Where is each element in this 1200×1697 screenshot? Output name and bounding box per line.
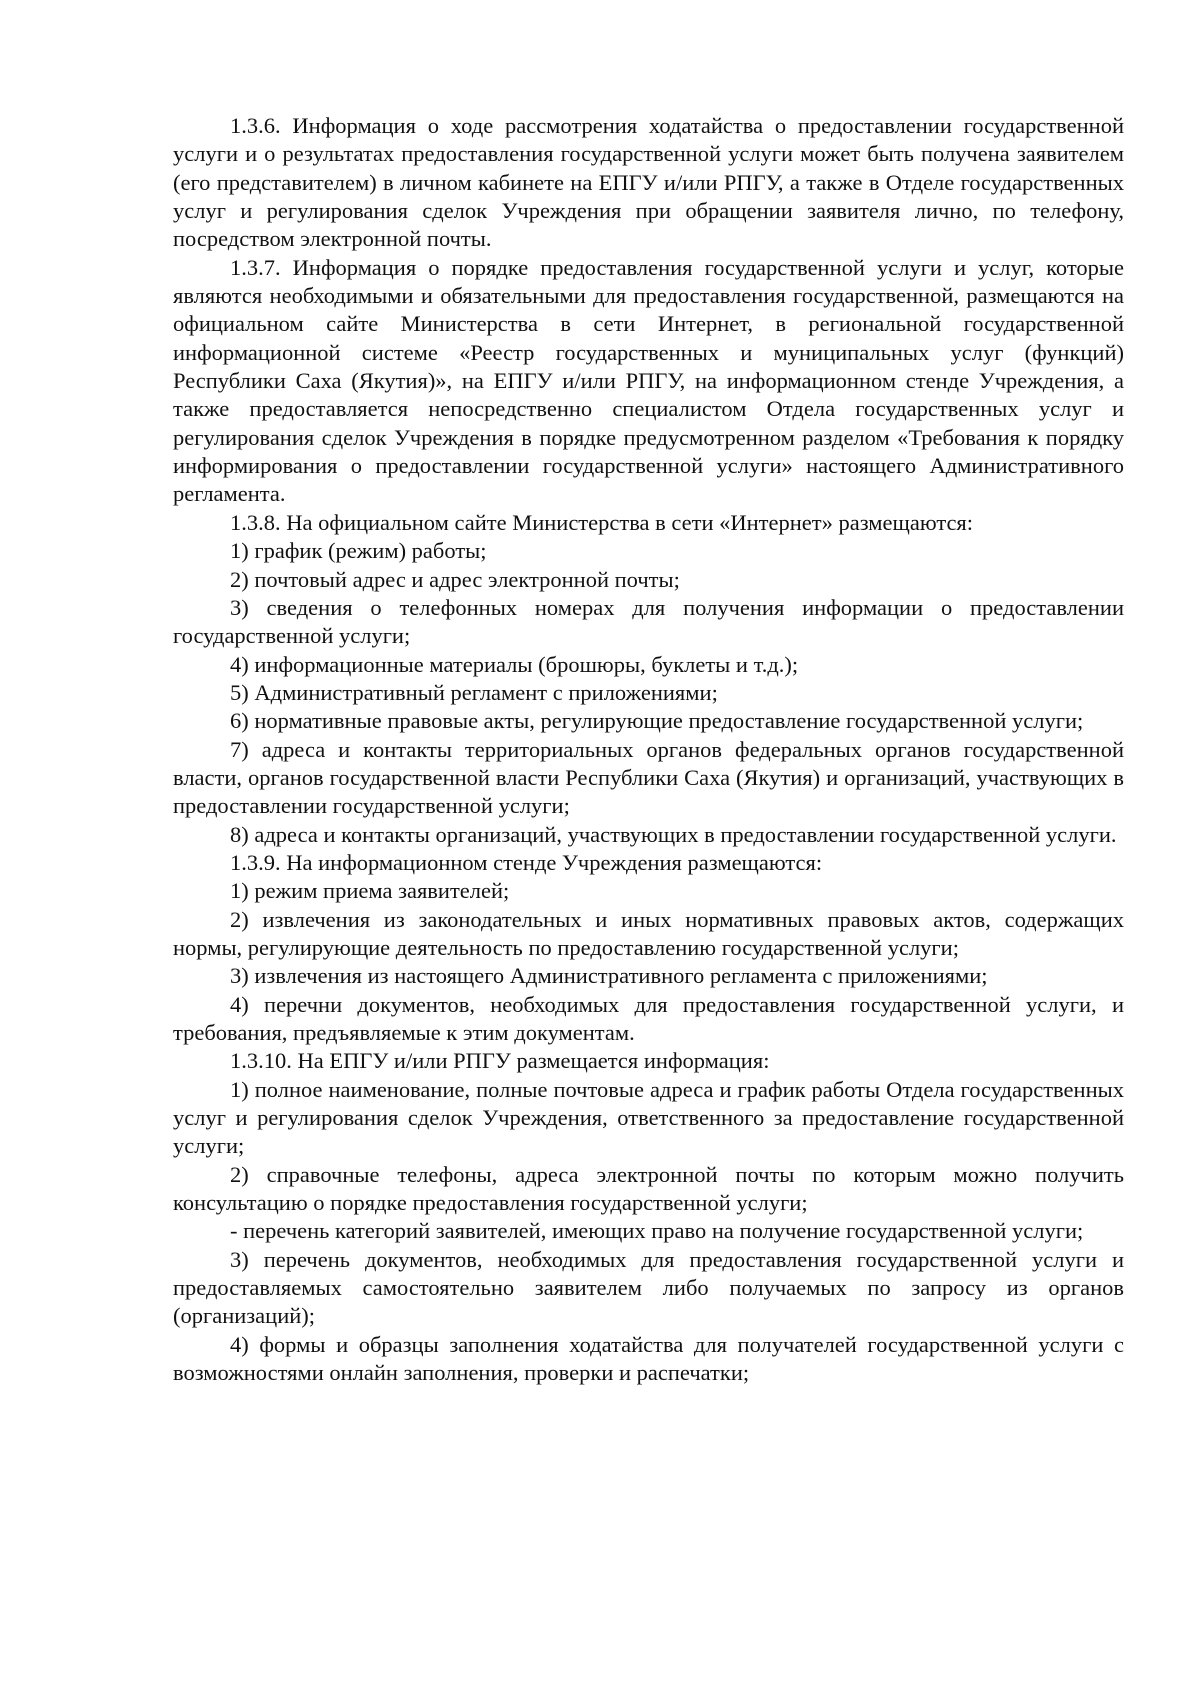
list-item: 2) почтовый адрес и адрес электронной почты;	[230, 566, 680, 592]
list-item: 7) адреса и контакты территориальных органов федеральных органов государственной власти, органов государственной власти Республики Саха (Якутия) и организаций, участвующих в предоставлении государственной услуги;	[173, 736, 1124, 819]
list-item: 1) полное наименование, полные почтовые адреса и график работы Отдела государственных услуг и регулирования сделок Учреждения, ответственного за предоставление государственной услуги;	[173, 1076, 1124, 1159]
list-item: 3) сведения о телефонных номерах для получения информации о предоставлении государственной услуги;	[173, 594, 1124, 649]
list-item: 2) извлечения из законодательных и иных нормативных правовых актов, содержащих нормы, регулирующие деятельность по предоставлению государственной услуги;	[173, 906, 1124, 960]
list-item: 1) режим приема заявителей;	[230, 878, 510, 904]
list-item: 2) справочные телефоны, адреса электронной почты по которым можно получить консультацию о порядке предоставления государственной услуги;	[173, 1161, 1124, 1216]
list-item: 8) адреса и контакты организаций, участвующих в предоставлении государственной услуги.	[230, 821, 1117, 847]
list-item: 4) формы и образцы заполнения ходатайства для получателей государственной услуги с возможностями онлайн заполнения, проверки и распечатки;	[173, 1331, 1124, 1386]
list-item: 6) нормативные правовые акты, регулирующие предоставление государственной услуги;	[230, 708, 1084, 734]
list-item: 5) Административный регламент с приложениями;	[230, 679, 718, 705]
paragraph-1-3-7: 1.3.7. Информация о порядке предоставления государственной услуги и услуг, которые являются необходимыми и обязательными для предоставления государственной, размещаются на официальном сайте Министерства в сети Интернет, в региональной государственной информационной системе «Реестр государственных и муниципальных услуг (функций) Республики Саха (Якутия)», на ЕПГУ и/или РПГУ, на информационном стенде Учреждения, а также предоставляется непосредственно специалистом Отдела государственных услуг и регулирования сделок Учреждения в порядке предусмотренном разделом «Требования к порядку информирования о предоставлении государственной услуги» настоящего Административного регламента.	[173, 254, 1124, 507]
list-item: 1) график (режим) работы;	[230, 538, 487, 564]
list-item: - перечень категорий заявителей, имеющих право на получение государственной услуги;	[230, 1218, 1084, 1244]
paragraph-1-3-6: 1.3.6. Информация о ходе рассмотрения ходатайства о предоставлении государственной услуги и о результатах предоставления государственной услуги может быть получена заявителем (его представителем) в личном кабинете на ЕПГУ и/или РПГУ, а также в Отделе государственных услуг и регулирования сделок Учреждения при обращении заявителя лично, по телефону, посредством электронной почты.	[173, 113, 1124, 252]
list-item: 4) информационные материалы (брошюры, буклеты и т.д.);	[230, 651, 799, 677]
list-item: 3) извлечения из настоящего Административного регламента с приложениями;	[230, 963, 988, 989]
list-item: 3) перечень документов, необходимых для предоставления государственной услуги и предоставляемых самостоятельно заявителем либо получаемых по запросу из органов (организаций);	[173, 1246, 1124, 1329]
paragraph-1-3-10: 1.3.10. На ЕПГУ и/или РПГУ размещается информация:	[230, 1048, 770, 1074]
paragraph-1-3-8: 1.3.8. На официальном сайте Министерства в сети «Интернет» размещаются:	[230, 509, 974, 535]
document-page	[173, 112, 1124, 1387]
list-item: 4) перечни документов, необходимых для предоставления государственной услуги, и требования, предъявляемые к этим документам.	[173, 991, 1124, 1045]
paragraph-1-3-9: 1.3.9. На информационном стенде Учреждения размещаются:	[230, 849, 823, 875]
